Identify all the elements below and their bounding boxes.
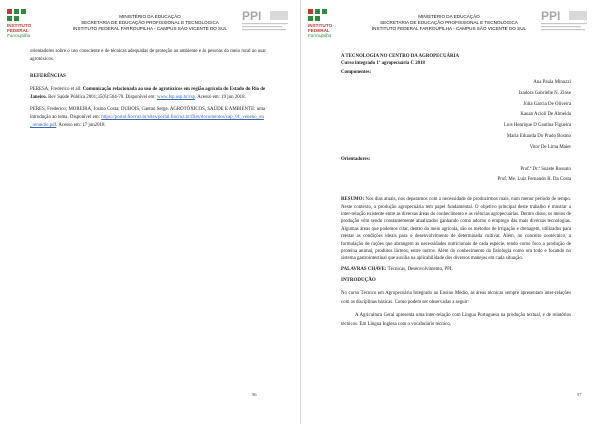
institution-header <box>60 14 240 32</box>
component-name: Luis Henrique D Gautina Figueira <box>503 123 571 129</box>
abstract <box>341 196 571 263</box>
components-label: Componentes: <box>341 70 372 75</box>
component-name: Vitor De Lima Maier <box>529 144 571 150</box>
institute-line: INSTITUTO FEDERAL FARROUPILHA - CAMPUS SÃO VICENTE DO SUL <box>371 26 527 31</box>
instituto-federal-logo <box>307 8 343 38</box>
ministry-line: MINISTÉRIO DA EDUCAÇÃO <box>418 14 480 19</box>
svg-text:Farroupilha: Farroupilha <box>7 33 31 38</box>
advisor-name: Prof. Me. Luiz Fernando R. Da Costa <box>497 177 571 183</box>
reference-2-link[interactable]: https://portal.fiocruz.br/sites/portal.fiocruz.br/files/documentos/cap_01_veneno_ou_remedio.pdf <box>30 115 264 129</box>
continuation-paragraph: orientadores sobre o uso consciente e de técnicas adequadas de proteção ao ambiente e às pessoas do meio rural ao usar agrotóxicos. <box>30 49 266 63</box>
svg-text:PPI: PPI <box>541 9 561 23</box>
keywords-label: PALAVRAS CHAVE: <box>341 266 387 272</box>
right-page <box>300 0 600 424</box>
abstract-label: RESUMO: <box>341 197 365 203</box>
component-name: Ana Paula Minuzzi <box>533 80 571 85</box>
keywords-text: Técnicas, Desenvolvimento, PPI. <box>387 266 453 272</box>
references-title: REFERÊNCIAS <box>30 74 66 80</box>
right-body <box>341 53 571 329</box>
reference-1: PERESA, Frederico et all. Comunicação relacionada ao uso de agrotóxicos em região agrícola do Estado do Rio de Janeiro. Rev Saúde Pública 2001;35(6):564-70. Disponível em: www.fsp.usp.br/rsp. Acesso em: 19 jun 2018. <box>30 86 266 100</box>
advisors-label: Orientadores: <box>341 156 371 162</box>
ppi-logo <box>539 8 591 34</box>
article-title: A TECNOLOGIA NO CENTRO DA AGROPECUÁRIA <box>341 54 459 59</box>
ministry-line: MINISTÉRIO DA EDUCAÇÃO <box>119 14 181 19</box>
abstract-text: Nos dias atuais, nos deparamos com a necessidade de produzirmos mais, num menor período de tempo. Neste contexto, a produção agropecuária tem papel fundamental. O objetivo principal deste trabalho é mostrar a inter-relação existente entre as diversas áreas do conhecimento e as ciências agropecuárias. Dentro disso, os meios de produção vêm sendo constantemente atualizados ganhando como adorno o emprego das mais diversas tecnologias. Algumas áreas que podemos citar, dentro do meio agrícola, são os métodos de irrigação e drenagem, utilizados para reestar as condições ideais para o desenvolvimento de determinada cultivar. Além, no conceito zootécnico, a formulação de rações que abrangem as necessidades nutricionais de cada espécie, tendo como foco a produção de proteína animal, produtos lácteos, entre outros. Além do conhecimento da fisiologia como um todo e focando no sistema gastrointestinal que auxilia na aplicabilidade dos diversos manejos em cada situação. <box>341 197 571 262</box>
institute-line: INSTITUTO FEDERAL FARROUPILHA - CAMPUS SÃO VICENTE DO SUL <box>72 26 228 31</box>
introduction-paragraph-1: No curso Técnico em Agropecuária Integrado ao Ensino Médio, as áreas técnicas sempre apresentam inter-relações com as disciplinas básicas. Como podem ser observadas a seguir: <box>341 291 571 306</box>
ppi-logo <box>240 8 292 34</box>
secretariat-line: SECRETARIA DE EDUCAÇÃO PROFISSIONAL E TECNOLÓGICA <box>81 20 219 25</box>
svg-text:INSTITUTO: INSTITUTO <box>7 23 32 28</box>
page-number-left: 56 <box>252 392 257 397</box>
component-name: Maria Eduarda Do Prado Bosmo <box>506 133 571 139</box>
institution-header <box>359 14 539 32</box>
keywords <box>341 266 571 274</box>
component-name: Izadora Gabrielle N. Zinse <box>518 90 571 96</box>
introduction-title: INTRODUÇÃO <box>341 278 376 284</box>
svg-text:FEDERAL: FEDERAL <box>308 28 330 33</box>
left-body <box>30 48 266 131</box>
introduction-paragraph-2: A Agricultura Geral apresenta uma inter-relação com Língua Portuguesa na produção textual, e de relatórios técnicos. Em Língua Inglesa com o vocabulário técnico, <box>341 313 571 328</box>
svg-text:INSTITUTO: INSTITUTO <box>308 23 333 28</box>
reference-1-link[interactable]: www.fsp.usp.br/rsp <box>156 94 196 100</box>
reference-1-title: Comunicação relacionada ao uso de agrotóxicos em região agrícola do Estado do Rio de Janeiro. <box>30 86 266 100</box>
svg-text:PPI: PPI <box>242 9 262 23</box>
components-list <box>341 78 571 154</box>
advisor-name: Prof.ª Dr.ª Suzete Rossato <box>520 166 571 172</box>
component-name: Júlia Garcia De Oliveira <box>523 101 571 107</box>
page-number-right: 57 <box>577 392 582 397</box>
article-subtitle: Curso integrado 1º agropecuária C 2018 <box>341 61 425 66</box>
advisors-list <box>341 165 571 187</box>
svg-text:Farroupilha: Farroupilha <box>308 33 332 38</box>
reference-2: PERES, Frederico; MOREIRA, Josino Costa; DUBOIS, Gaetan Serge. AGROTÓXICOS, SAÚDE E AMBIENTE: uma introdução ao tema. Disponível em: https://portal.fiocruz.br/sites/portal.fiocruz.br/files/documentos/cap_01_veneno_ou_remedio.pdf. Acesso em: 17 jun2018. <box>30 107 266 129</box>
component-name: Kauan Acioli De Almeida <box>520 112 571 118</box>
instituto-federal-logo <box>6 8 42 38</box>
svg-text:FEDERAL: FEDERAL <box>7 28 29 33</box>
secretariat-line: SECRETARIA DE EDUCAÇÃO PROFISSIONAL E TECNOLÓGICA <box>380 20 518 25</box>
